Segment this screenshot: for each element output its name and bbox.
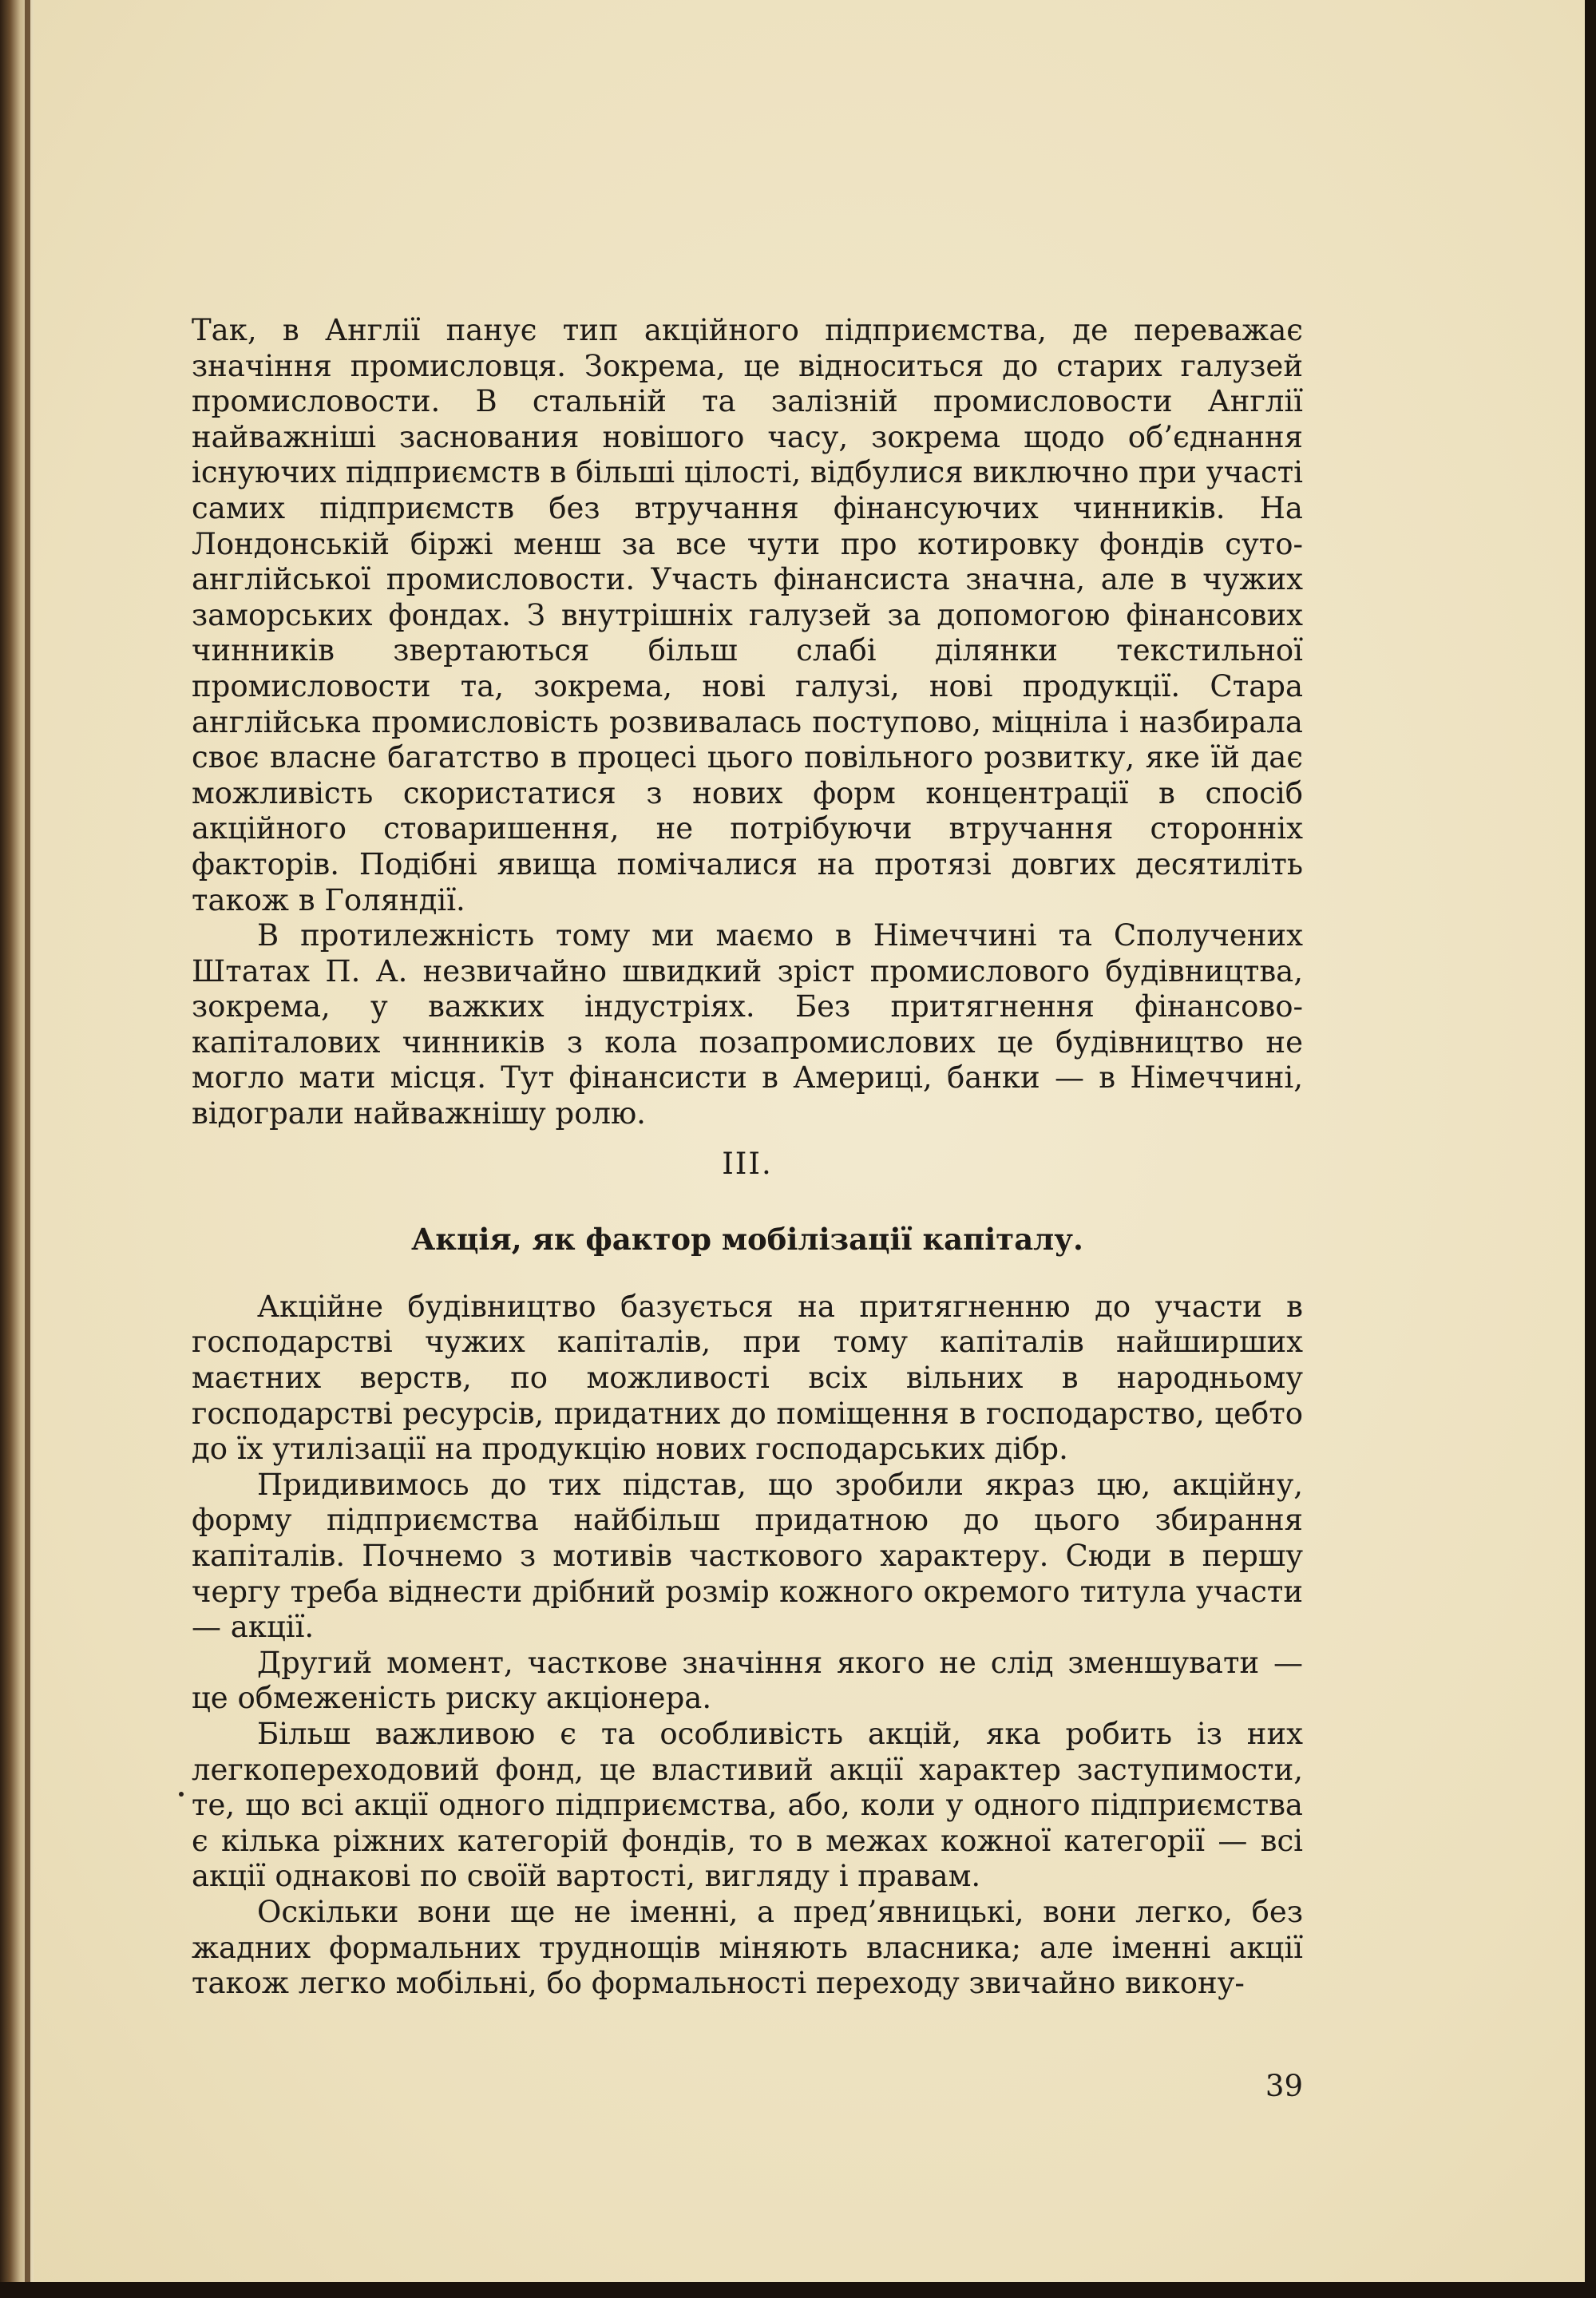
paragraph: Оскільки вони ще не іменні, а пред’явницькі, вони легко, без жадних формальних труднощів міняють власника; але іменні акції також легко мобільні, бо формальності переходу звичайно викону-: [192, 1894, 1303, 2001]
page-number: 39: [1265, 2069, 1303, 2103]
paragraph: Акційне будівництво базується на притягненню до участи в господарстві чужих капіталів, при тому капіталів найширших маєтних верств, по можливості всіх вільних в народньому господарстві ресурсів, придатних до поміщення в господарство, цебто до їх утилізації на продукцію нових господарських дібр.: [192, 1289, 1303, 1467]
page-body: [192, 313, 1303, 2002]
section-number: III.: [722, 1146, 773, 1181]
paragraph: Так, в Англії панує тип акційного підприємства, де переважає значіння промисловця. Зокрема, це відноситься до старих галузей промисловости. В стальній та залізній промисловости Англії найважніші заснования новішого часу, зокрема щодо об’єднання існуючих підприємств в більші цілості, відбулися виключно при участі самих підприємств без втручання фінансуючих чинників. На Лондонській біржі менш за все чути про котировку фондів суто-англійської промисловости. Участь фінансиста значна, але в чужих заморських фондах. З внутрішніх галузей за допомогою фінансових чинників звертаються більш слабі ділянки текстильної промисловости та, зокрема, нові галузі, нові продукції. Стара англійська промисловість розвивалась поступово, міцніла і назбирала своє власне багатство в процесі цього повільного розвитку, яке їй дає можливість скористатися з нових форм концентрації в спосіб акційного стоваришення, не потрібуючи втручання сторонніх факторів. Подібні явища помічалися на протязі довгих десятиліть також в Голяндії.: [192, 313, 1303, 917]
paragraph: В протилежність тому ми маємо в Німеччині та Сполучених Штатах П. А. незвичайно швидкий зріст промислового будівництва, зокрема, у важких індустріях. Без притягнення фінансово-капіталових чинників з кола позапромислових це будівництво не могло мати місця. Тут фінансисти в Америці, банки — в Німеччині, відограли найважнішу ролю.: [192, 918, 1303, 1131]
paragraph: Придивимось до тих підстав, що зробили якраз цю, акційну, форму підприємства найбільш придатною до цього збирання капіталів. Почнемо з мотивів часткового характеру. Сюди в першу чергу треба віднести дрібний розмір кожного окремого титула участи — акції.: [192, 1467, 1303, 1645]
margin-mark: [179, 1792, 184, 1797]
section-heading: Акція, як фактор мобілізації капіталу.: [411, 1222, 1083, 1258]
paragraph: Більш важливою є та особливість акцій, яка робить із них легкопереходовий фонд, це властивий акції характер заступимости, те, що всі акції одного підприємства, або, коли у одного підприємства є кілька ріжних категорій фондів, то в межах кожної категорії — всі акції однакові по своїй вартості, вигляду і правам.: [192, 1716, 1303, 1894]
spine-edge: [25, 0, 30, 2282]
paragraph: Другий момент, часткове значіння якого не слід зменшувати — це обмеженість риску акціонера.: [192, 1645, 1303, 1716]
